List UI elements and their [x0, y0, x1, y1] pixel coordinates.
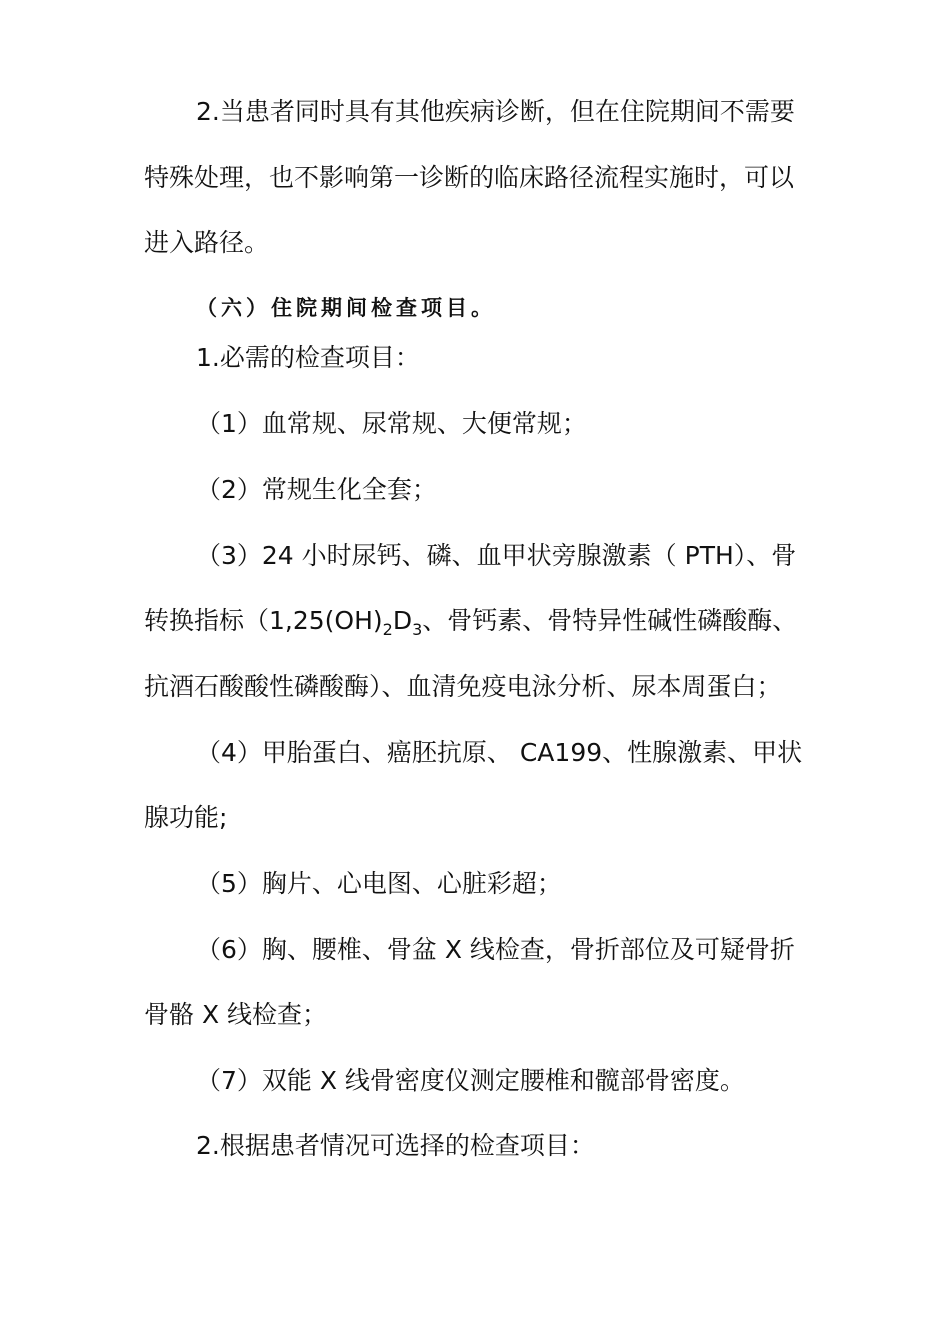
item-3-line-2-part-b: D [392, 606, 413, 635]
required-items-title: 1.必需的检查项目： [196, 343, 420, 372]
condition-2-line-1: 2.当患者同时具有其他疾病诊断，但在住院期间不需要 [196, 97, 795, 126]
condition-2-line-3: 进入路径。 [144, 228, 270, 257]
item-3-line-2-part-a: 转换指标（1,25(OH) [144, 606, 383, 635]
item-3-line-3: 抗酒石酸酸性磷酸酶）、血清免疫电泳分析、尿本周蛋白； [144, 672, 782, 701]
item-4-line-2: 腺功能; [144, 803, 228, 832]
optional-items-title: 2.根据患者情况可选择的检查项目： [196, 1131, 595, 1160]
item-3-line-1: （3）24 小时尿钙、磷、血甲状旁腺激素（ PTH）、骨 [196, 541, 797, 570]
item-2: （2）常规生化全套； [196, 475, 437, 504]
item-3-line-2 [144, 605, 797, 637]
item-6-line-2: 骨骼 X 线检查； [144, 1000, 328, 1029]
item-5: （5）胸片、心电图、心脏彩超； [196, 869, 562, 898]
item-3-subscript-2: 2 [382, 620, 393, 639]
item-3-line-2-part-c: 、骨钙素、骨特异性碱性磷酸酶、 [422, 606, 798, 635]
condition-2-line-2: 特殊处理，也不影响第一诊断的临床路径流程实施时，可以 [144, 163, 795, 192]
item-6-line-1: （6）胸、腰椎、骨盆 X 线检查，骨折部位及可疑骨折 [196, 935, 795, 964]
item-3-subscript-3: 3 [412, 620, 423, 639]
item-7: （7）双能 X 线骨密度仪测定腰椎和髋部骨密度。 [196, 1066, 745, 1095]
item-1: （1）血常规、尿常规、大便常规； [196, 409, 587, 438]
section-heading: （六）住院期间检查项目。 [196, 295, 496, 320]
item-4-line-1: （4）甲胎蛋白、癌胚抗原、 CA199、性腺激素、甲状 [196, 738, 803, 767]
